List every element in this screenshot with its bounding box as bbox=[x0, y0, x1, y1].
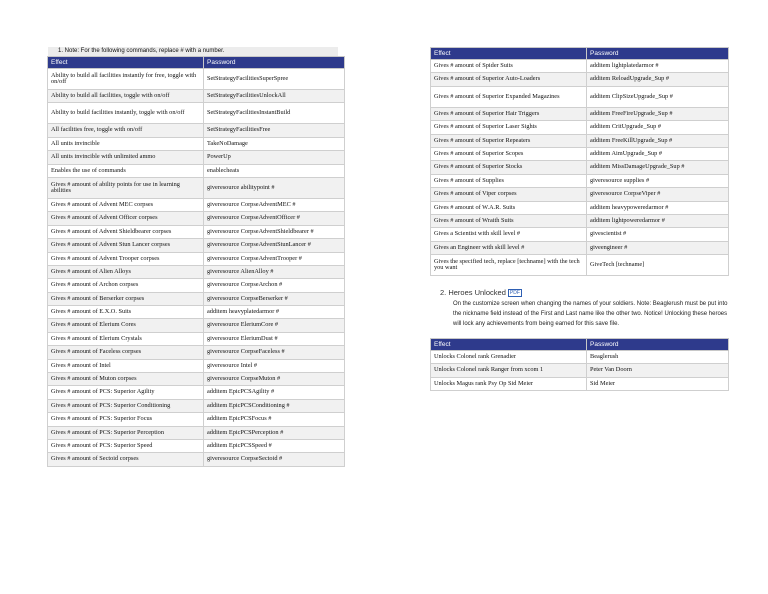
effect-header: Effect bbox=[48, 57, 204, 69]
table-row bbox=[431, 121, 729, 134]
effect-cell: All units invincible bbox=[48, 137, 204, 150]
password-cell: additem FreeKillUpgrade_Sup # bbox=[587, 134, 729, 147]
effect-cell: Gives # amount of Supplies bbox=[431, 174, 587, 187]
table-header-row bbox=[48, 57, 345, 69]
password-cell: giveresource EleriumCore # bbox=[204, 319, 345, 332]
effect-cell: Gives # amount of Superior Expanded Magazines bbox=[431, 86, 587, 107]
table-row bbox=[48, 306, 345, 319]
table-row bbox=[48, 198, 345, 211]
password-cell: giveresource AlienAlloy # bbox=[204, 265, 345, 278]
password-cell: giveengineer # bbox=[587, 241, 729, 254]
table-row bbox=[431, 228, 729, 241]
effect-cell: Enables the use of commands bbox=[48, 164, 204, 177]
password-cell: giveresource CorpseAdventTrooper # bbox=[204, 252, 345, 265]
table-row bbox=[48, 177, 345, 198]
table-row bbox=[48, 399, 345, 412]
table-row bbox=[431, 255, 729, 276]
table-row bbox=[48, 359, 345, 372]
password-cell: giveresource CorpseViper # bbox=[587, 188, 729, 201]
effect-cell: Gives # amount of Alien Alloys bbox=[48, 265, 204, 278]
password-cell: additem heavypoweredarmor # bbox=[587, 201, 729, 214]
password-cell: giveresource CorpseAdventOfficer # bbox=[204, 212, 345, 225]
password-cell: giveresource CorpseAdventShieldbearer # bbox=[204, 225, 345, 238]
password-cell: additem EpicPCSPerception # bbox=[204, 426, 345, 439]
table-row bbox=[431, 188, 729, 201]
table-row bbox=[48, 386, 345, 399]
table-row bbox=[431, 241, 729, 254]
password-cell: additem EpicPCSConditioning # bbox=[204, 399, 345, 412]
password-cell: giveresource CorpseAdventStunLancer # bbox=[204, 239, 345, 252]
table-row bbox=[48, 239, 345, 252]
table-header-row bbox=[431, 339, 729, 351]
password-cell: givescientist # bbox=[587, 228, 729, 241]
password-cell: SetStrategyFacilitiesUnlockAll bbox=[204, 90, 345, 103]
table-row bbox=[431, 201, 729, 214]
effect-cell: All facilities free, toggle with on/off bbox=[48, 124, 204, 137]
table-row bbox=[48, 413, 345, 426]
password-cell: giveresource CorpseBerserker # bbox=[204, 292, 345, 305]
heroes-note: On the customize screen when changing the names of your soldiers. Note: Beaglerush must be put into the nickname field instead of the First and Last name like the other two. Notice! Unlocking these heroes will lock any achievements from being earned for this save file. bbox=[453, 301, 728, 327]
effect-cell: Gives # amount of W.A.R. Suits bbox=[431, 201, 587, 214]
password-cell: giveresource CorpseAdventMEC # bbox=[204, 198, 345, 211]
effect-cell: Gives # amount of Elerium Cores bbox=[48, 319, 204, 332]
table-row bbox=[48, 439, 345, 452]
table-row bbox=[48, 373, 345, 386]
effect-cell: Unlocks Colonel rank Grenadier bbox=[431, 351, 587, 364]
effect-cell: Ability to build facilities instantly, toggle with on/off bbox=[48, 103, 204, 124]
password-cell: giveresource CorpseMuton # bbox=[204, 373, 345, 386]
effect-cell: Gives # amount of Spider Suits bbox=[431, 60, 587, 73]
effect-cell: Gives # amount of Superior Hair Triggers bbox=[431, 107, 587, 120]
table-row bbox=[48, 453, 345, 466]
table-row bbox=[431, 161, 729, 174]
table-row bbox=[431, 351, 729, 364]
table-row bbox=[48, 252, 345, 265]
password-cell: giveresource CorpseSectoid # bbox=[204, 453, 345, 466]
password-header: Password bbox=[587, 48, 729, 60]
password-cell: additem FreeFireUpgrade_Sup # bbox=[587, 107, 729, 120]
effect-cell: Gives # amount of Advent Shieldbearer corpses bbox=[48, 225, 204, 238]
effect-cell: Gives # amount of Superior Repeaters bbox=[431, 134, 587, 147]
table-row bbox=[431, 214, 729, 227]
effect-cell: Gives the specified tech, replace [techname] with the tech you want bbox=[431, 255, 587, 276]
password-cell: Sid Meier bbox=[587, 377, 729, 390]
effect-cell: Gives # amount of Sectoid corpses bbox=[48, 453, 204, 466]
table-row bbox=[48, 426, 345, 439]
effect-cell: Gives an Engineer with skill level # bbox=[431, 241, 587, 254]
table-row bbox=[48, 332, 345, 345]
password-cell: additem EpicPCSFocus # bbox=[204, 413, 345, 426]
effect-header: Effect bbox=[431, 339, 587, 351]
table-header-row bbox=[431, 48, 729, 60]
effect-cell: Gives # amount of Intel bbox=[48, 359, 204, 372]
password-cell: GiveTech [techname] bbox=[587, 255, 729, 276]
table-row bbox=[431, 73, 729, 86]
effect-cell: Gives # amount of PCS: Superior Perception bbox=[48, 426, 204, 439]
cheats-table-left bbox=[47, 56, 345, 467]
effect-cell: Gives # amount of ability points for use in learning abilities bbox=[48, 177, 204, 198]
effect-cell: Gives # amount of Superior Auto-Loaders bbox=[431, 73, 587, 86]
table-row bbox=[48, 279, 345, 292]
note-text: 1. Note: For the following commands, replace # with a number. bbox=[48, 47, 338, 56]
password-cell: additem heavyplatedarmor # bbox=[204, 306, 345, 319]
password-cell: Beaglerush bbox=[587, 351, 729, 364]
password-header: Password bbox=[204, 57, 345, 69]
effect-cell: Gives # amount of Advent Officer corpses bbox=[48, 212, 204, 225]
effect-cell: Gives # amount of Berserker corpses bbox=[48, 292, 204, 305]
password-cell: PowerUp bbox=[204, 151, 345, 164]
effect-cell: Ability to build all facilities instantly for free, toggle with on/off bbox=[48, 69, 204, 90]
heroes-section-title bbox=[440, 288, 522, 297]
table-row bbox=[48, 69, 345, 90]
effect-cell: Unlocks Magus rank Psy Op Sid Meier bbox=[431, 377, 587, 390]
effect-cell: Gives # amount of Archon corpses bbox=[48, 279, 204, 292]
heroes-table bbox=[430, 338, 729, 391]
table-row bbox=[431, 377, 729, 390]
effect-cell: Gives # amount of Superior Scopes bbox=[431, 147, 587, 160]
password-cell: SetStrategyFacilitiesInstantBuild bbox=[204, 103, 345, 124]
effect-header: Effect bbox=[431, 48, 587, 60]
password-cell: enablecheats bbox=[204, 164, 345, 177]
password-header: Password bbox=[587, 339, 729, 351]
password-cell: additem lightplatedarmor # bbox=[587, 60, 729, 73]
table-row bbox=[48, 137, 345, 150]
password-cell: giveresource CorpseFaceless # bbox=[204, 346, 345, 359]
cheats-table-right bbox=[430, 47, 729, 276]
effect-cell: Gives # amount of Muton corpses bbox=[48, 373, 204, 386]
effect-cell: Gives # amount of PCS: Superior Conditioning bbox=[48, 399, 204, 412]
effect-cell: Gives # amount of Advent Stun Lancer corpses bbox=[48, 239, 204, 252]
table-row bbox=[431, 60, 729, 73]
effect-cell: Gives # amount of PCS: Superior Agility bbox=[48, 386, 204, 399]
table-row bbox=[48, 292, 345, 305]
effect-cell: Gives # amount of Faceless corpses bbox=[48, 346, 204, 359]
table-row bbox=[431, 86, 729, 107]
table-row bbox=[48, 124, 345, 137]
password-cell: giveresource Intel # bbox=[204, 359, 345, 372]
table-row bbox=[48, 90, 345, 103]
password-cell: giveresource CorpseArchon # bbox=[204, 279, 345, 292]
table-row bbox=[431, 147, 729, 160]
effect-cell: Gives # amount of E.X.O. Suits bbox=[48, 306, 204, 319]
table-row bbox=[48, 225, 345, 238]
password-cell: giveresource EleriumDust # bbox=[204, 332, 345, 345]
table-row bbox=[431, 107, 729, 120]
effect-cell: Gives # amount of Advent Trooper corpses bbox=[48, 252, 204, 265]
table-row bbox=[431, 174, 729, 187]
table-row bbox=[48, 319, 345, 332]
pdf-icon[interactable]: PDF bbox=[509, 290, 520, 297]
table-row bbox=[48, 265, 345, 278]
effect-cell: Gives # amount of Superior Stocks bbox=[431, 161, 587, 174]
table-row bbox=[48, 346, 345, 359]
password-cell: Peter Van Doorn bbox=[587, 364, 729, 377]
table-row bbox=[48, 103, 345, 124]
effect-cell: All units invincible with unlimited ammo bbox=[48, 151, 204, 164]
password-cell: additem EpicPCSSpeed # bbox=[204, 439, 345, 452]
password-cell: giveresource supplies # bbox=[587, 174, 729, 187]
effect-cell: Gives # amount of Advent MEC corpses bbox=[48, 198, 204, 211]
password-cell: additem lightpoweredarmor # bbox=[587, 214, 729, 227]
table-row bbox=[431, 134, 729, 147]
password-cell: SetStrategyFacilitiesFree bbox=[204, 124, 345, 137]
effect-cell: Unlocks Colonel rank Ranger from xcom 1 bbox=[431, 364, 587, 377]
password-cell: TakeNoDamage bbox=[204, 137, 345, 150]
effect-cell: Gives # amount of Elerium Crystals bbox=[48, 332, 204, 345]
effect-cell: Gives a Scientist with skill level # bbox=[431, 228, 587, 241]
table-row bbox=[48, 151, 345, 164]
table-row bbox=[431, 364, 729, 377]
password-cell: additem ReloadUpgrade_Sup # bbox=[587, 73, 729, 86]
password-cell: additem CritUpgrade_Sup # bbox=[587, 121, 729, 134]
password-cell: SetStrategyFacilitiesSuperSpree bbox=[204, 69, 345, 90]
heroes-title-text: 2. Heroes Unlocked bbox=[440, 288, 506, 297]
password-cell: additem EpicPCSAgility # bbox=[204, 386, 345, 399]
effect-cell: Gives # amount of PCS: Superior Focus bbox=[48, 413, 204, 426]
effect-cell: Gives # amount of PCS: Superior Speed bbox=[48, 439, 204, 452]
table-row bbox=[48, 212, 345, 225]
effect-cell: Gives # amount of Wraith Suits bbox=[431, 214, 587, 227]
effect-cell: Gives # amount of Viper corpses bbox=[431, 188, 587, 201]
password-cell: additem ClipSizeUpgrade_Sup # bbox=[587, 86, 729, 107]
effect-cell: Gives # amount of Superior Laser Sights bbox=[431, 121, 587, 134]
effect-cell: Ability to build all facilities, toggle with on/off bbox=[48, 90, 204, 103]
password-cell: giveresource abilitypoint # bbox=[204, 177, 345, 198]
password-cell: additem AimUpgrade_Sup # bbox=[587, 147, 729, 160]
password-cell: additem MissDamageUpgrade_Sup # bbox=[587, 161, 729, 174]
table-row bbox=[48, 164, 345, 177]
